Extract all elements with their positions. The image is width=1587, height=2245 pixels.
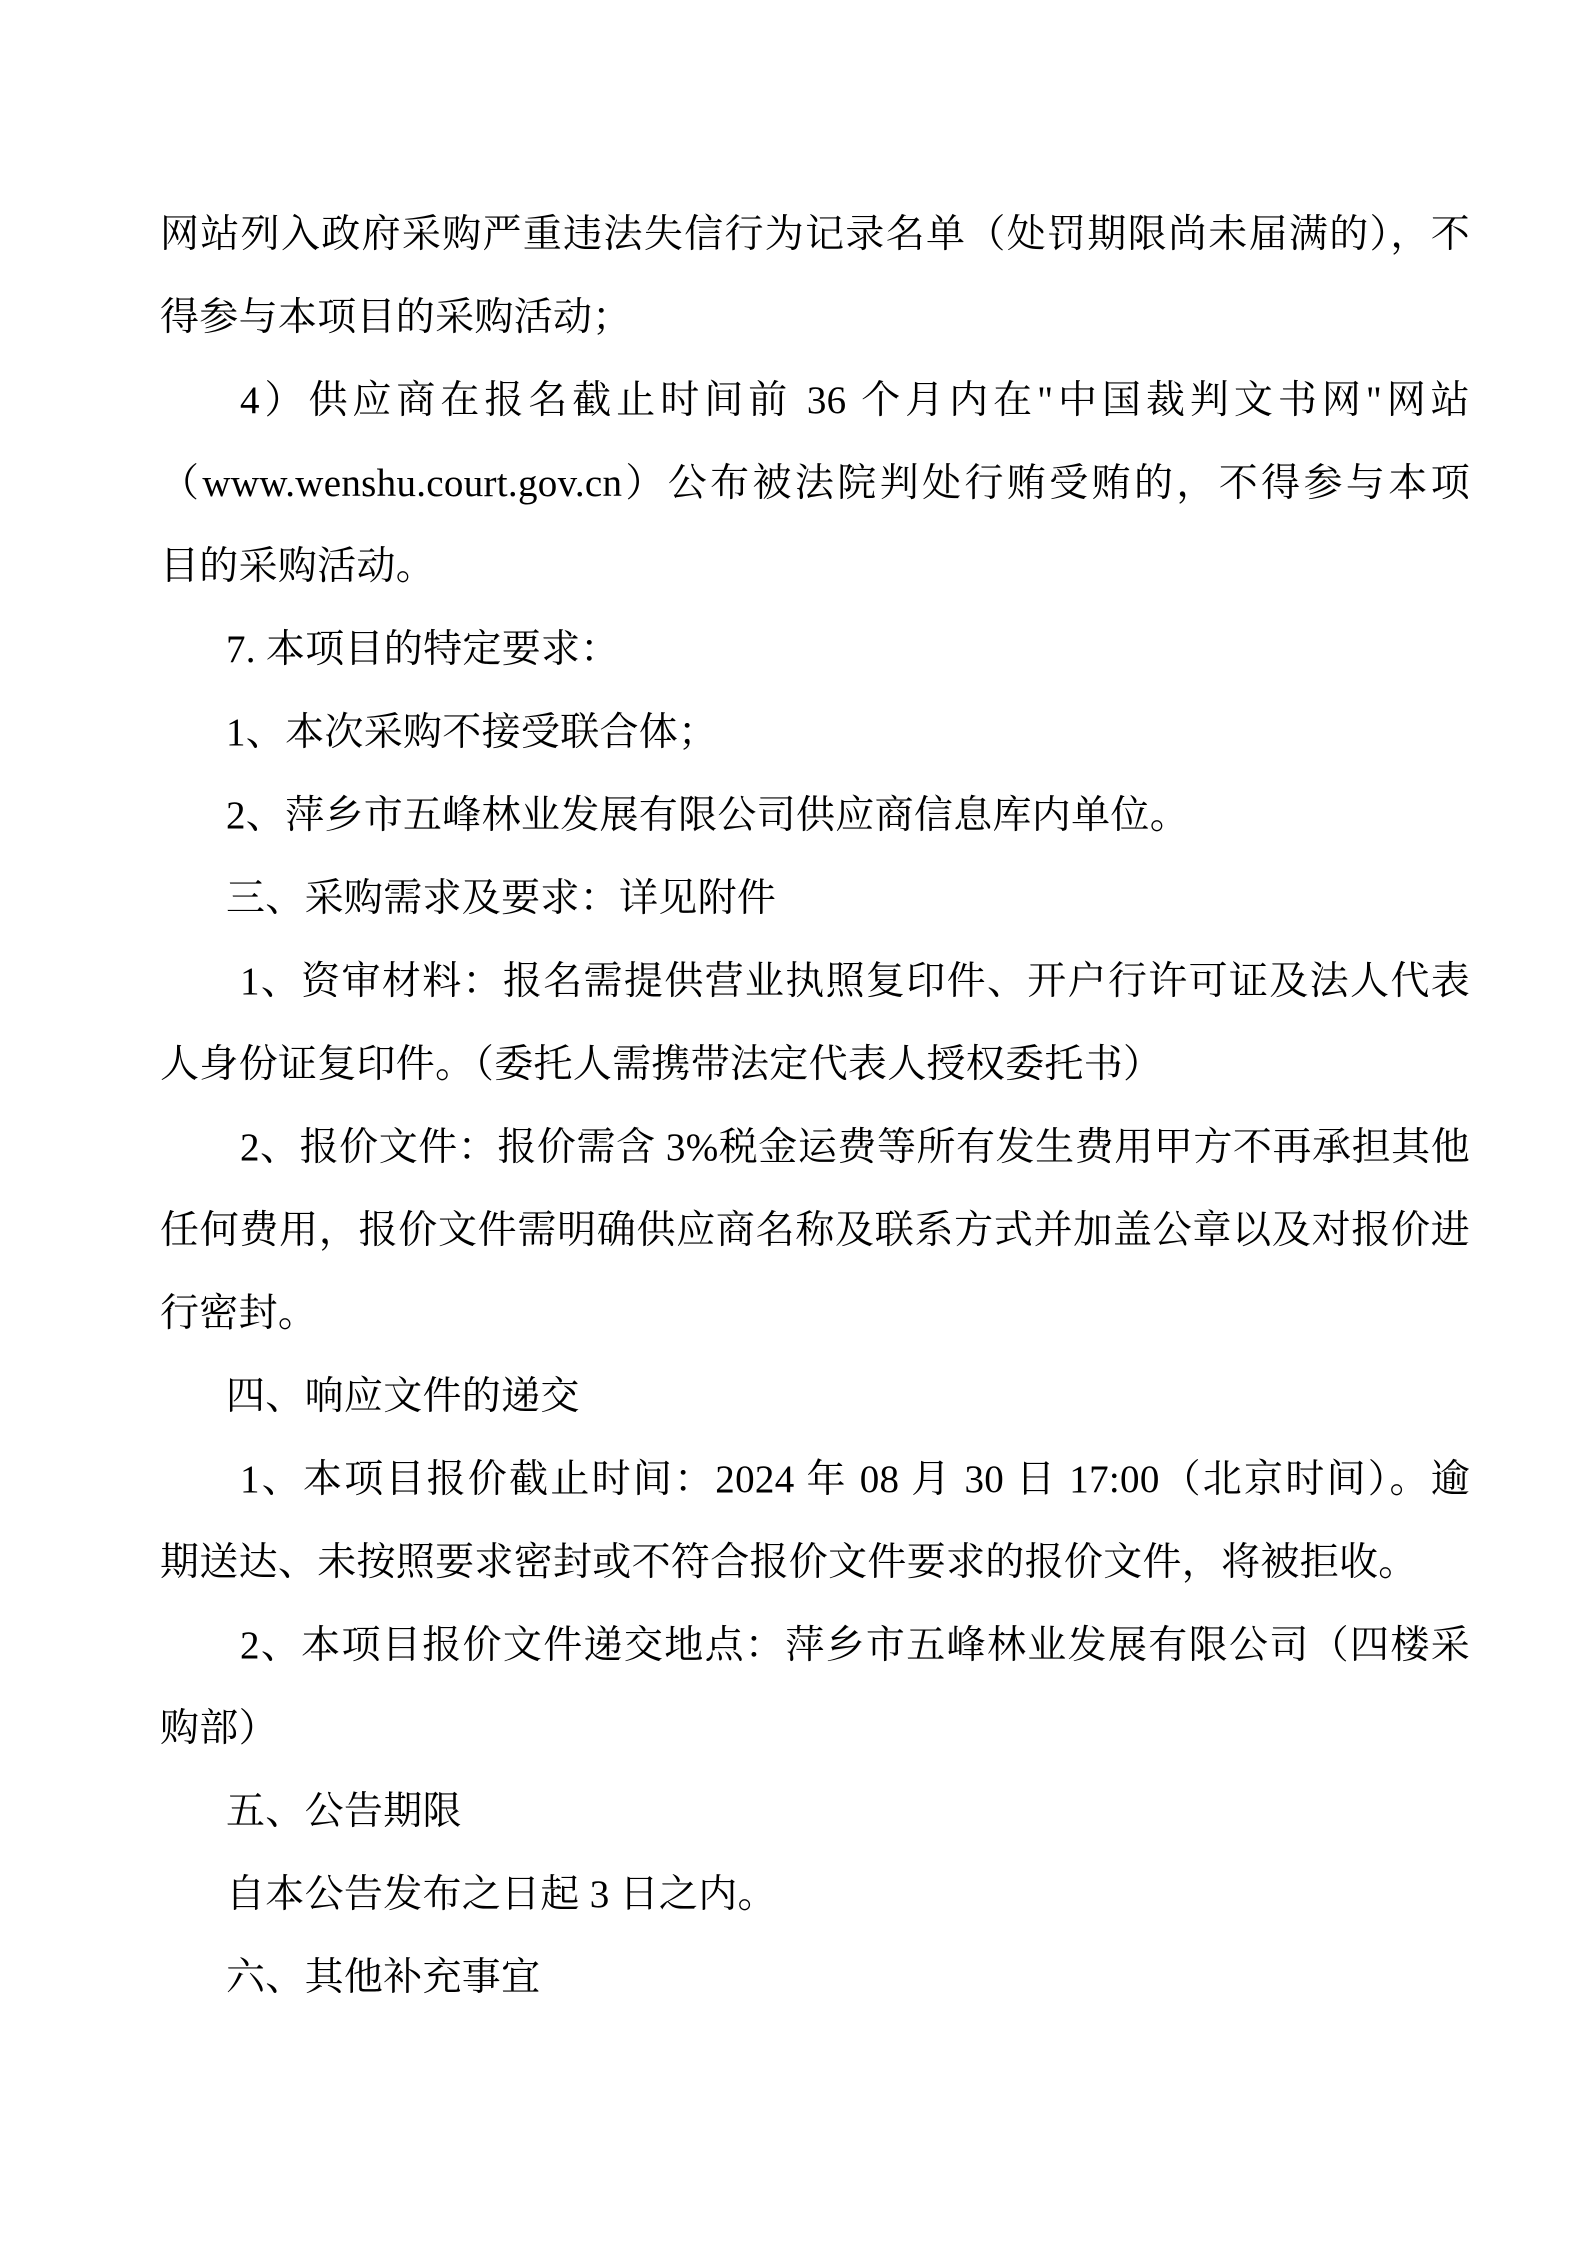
doc-line: （www.wenshu.court.gov.cn）公布被法院判处行贿受贿的，不得参与本项: [160, 462, 1470, 505]
doc-line: 三、采购需求及要求：详见附件: [226, 877, 777, 920]
doc-line: 期送达、未按照要求密封或不符合报价文件要求的报价文件，将被拒收。: [160, 1541, 1418, 1584]
doc-line: 4）供应商在报名截止时间前 36 个月内在"中国裁判文书网"网站: [240, 379, 1470, 422]
page-text: [160, 211, 1470, 2037]
doc-line: 自本公告发布之日起 3 日之内。: [226, 1873, 777, 1916]
doc-line: 四、响应文件的递交: [226, 1375, 580, 1418]
doc-line: 1、资审材料：报名需提供营业执照复印件、开户行许可证及法人代表: [240, 960, 1470, 1003]
doc-line: 2、报价文件：报价需含 3%税金运费等所有发生费用甲方不再承担其他: [240, 1126, 1470, 1169]
doc-line: 购部）: [160, 1707, 278, 1750]
doc-line: 1、本项目报价截止时间：2024 年 08 月 30 日 17:00（北京时间）。逾: [240, 1458, 1470, 1501]
doc-line: 五、公告期限: [226, 1790, 462, 1833]
doc-line: 任何费用，报价文件需明确供应商名称及联系方式并加盖公章以及对报价进: [160, 1209, 1470, 1252]
doc-line: 目的采购活动。: [160, 545, 436, 588]
doc-line: 2、萍乡市五峰林业发展有限公司供应商信息库内单位。: [226, 794, 1190, 837]
doc-line: 人身份证复印件。（委托人需携带法定代表人授权委托书）: [160, 1043, 1163, 1086]
doc-line: 7. 本项目的特定要求：: [226, 628, 620, 671]
doc-line: 2、本项目报价文件递交地点：萍乡市五峰林业发展有限公司（四楼采: [240, 1624, 1470, 1667]
doc-line: 1、本次采购不接受联合体；: [226, 711, 718, 754]
doc-line: 六、其他补充事宜: [226, 1956, 541, 1999]
doc-line: 行密封。: [160, 1292, 318, 1335]
doc-line: 网站列入政府采购严重违法失信行为记录名单（处罚期限尚未届满的），不: [160, 213, 1470, 256]
doc-line: 得参与本项目的采购活动；: [160, 296, 632, 339]
